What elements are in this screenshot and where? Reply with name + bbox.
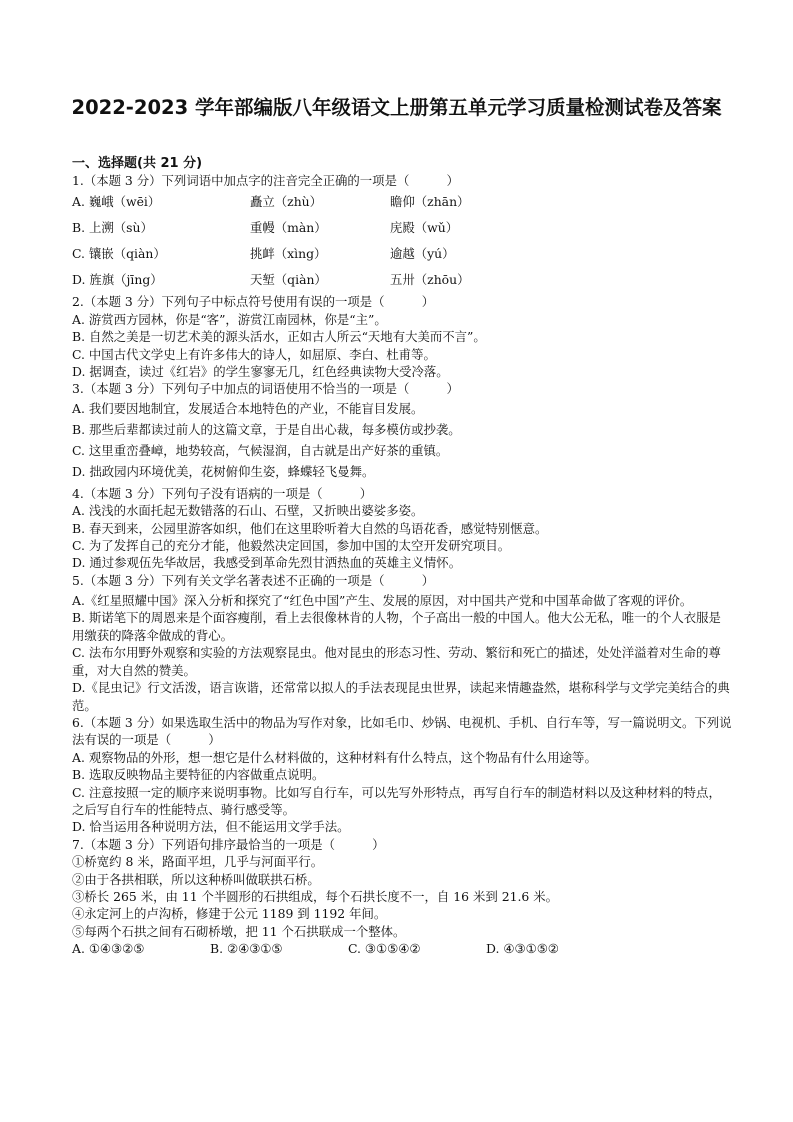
option-cell: 瞻仰（zhān） [390, 194, 470, 210]
question-2-option-c: C. 中国古代文学史上有许多伟大的诗人，如屈原、李白、杜甫等。 [72, 346, 436, 362]
question-1-option-row [72, 215, 732, 241]
question-5-option-a: A.《红星照耀中国》深入分析和探究了“红色中国”产生、发展的原因，对中国共产党和中国革命做了客观的评价。 [72, 593, 693, 609]
answer-option-a: A. ①④③②⑤ [72, 941, 145, 957]
question-3-option-d: D. 拙政园内环境优美，花树俯仰生姿，蜂蝶轻飞曼舞。 [72, 463, 375, 479]
answer-option-b: B. ②④③①⑤ [210, 941, 283, 957]
sentence-item: ②由于各拱相联，所以这种桥叫做联拱石桥。 [72, 871, 320, 887]
option-cell: 五卅（zhōu） [390, 272, 470, 288]
option-cell: 挑衅（xìng） [250, 246, 327, 262]
question-3-option-b: B. 那些后辈都读过前人的这篇文章，于是自出心裁，每多模仿或抄袭。 [72, 421, 461, 437]
option-cell: C. 镶嵌（qiàn） [72, 246, 166, 262]
question-4-option-d: D. 通过参观伍先华故居，我感受到革命先烈甘洒热血的英雄主义情怀。 [72, 555, 462, 571]
question-2-option-b: B. 自然之美是一切艺术美的源头活水，正如古人所云“天地有大美而不言”。 [72, 329, 486, 345]
question-1-option-row [72, 189, 732, 215]
question-6-option-b: B. 选取反映物品主要特征的内容做重点说明。 [72, 767, 325, 783]
sentence-item: ④永定河上的卢沟桥，修建于公元 1189 到 1192 年间。 [72, 906, 387, 922]
question-6-option-c: C. 注意按照一定的顺序来说明事物。比如写自行车，可以先写外形特点，再写自行车的制造材料以及这种材料的特点，之后写自行车的性能特点、骑行感受等。 [72, 784, 721, 817]
option-cell: A. 巍峨（wēi） [72, 194, 161, 210]
option-cell: 矗立（zhù） [250, 194, 323, 210]
question-2-option-a: A. 游赏西方园林，你是“客”，游赏江南园林，你是“主”。 [72, 311, 387, 327]
option-cell: 逾越（yú） [390, 246, 455, 262]
question-4-option-a: A. 浅浅的水面托起无数错落的石山、石壁，又折映出婆娑多姿。 [72, 503, 424, 519]
question-4-option-b: B. 春天到来，公园里游客如织，他们在这里聆听着大自然的鸟语花香，感觉特别惬意。 [72, 520, 548, 536]
sentence-item: ⑤每两个石拱之间有石砌桥墩，把 11 个石拱联成一个整体。 [72, 923, 406, 939]
question-6-option-a: A. 观察物品的外形，想一想它是什么材料做的，这种材料有什么特点，这个物品有什么用途等。 [72, 749, 597, 765]
question-1-option-row [72, 241, 732, 267]
question-5-stem: 5.（本题 3 分）下列有关文学名著表述不正确的一项是（ ） [72, 572, 435, 588]
option-cell: 天堑（qiàn） [250, 272, 327, 288]
question-5-option-b: B. 斯诺笔下的周恩来是个面容瘦削，看上去很像林肯的人物，个子高出一般的中国人。他大公无私，唯一的个人衣服是用缴获的降落伞做成的背心。 [72, 610, 721, 643]
option-cell: 庑殿（wǔ） [390, 220, 459, 236]
answer-option-d: D. ④③①⑤② [486, 941, 559, 957]
question-6-stem: 6.（本题 3 分）如果选取生活中的物品为写作对象，比如毛巾、炒锅、电视机、手机、自行车等，写一篇说明文。下列说法有误的一项是（ ） [72, 714, 732, 748]
sentence-item: ①桥宽约 8 米，路面平坦，几乎与河面平行。 [72, 854, 324, 870]
question-list [72, 172, 732, 957]
question-2-stem: 2.（本题 3 分）下列句子中标点符号使用有误的一项是（ ） [72, 294, 435, 310]
question-7-answers [72, 940, 732, 957]
question-1-option-row [72, 267, 732, 293]
question-5-option-d: D.《昆虫记》行文活泼，语言诙谐，还常常以拟人的手法表现昆虫世界，读起来情趣盎然，堪称科学与文学完美结合的典范。 [72, 680, 730, 713]
question-7-stem: 7.（本题 3 分）下列语句排序最恰当的一项是（ ） [72, 836, 385, 852]
answer-option-c: C. ③①⑤④② [348, 941, 421, 957]
question-5-option-c: C. 法布尔用野外观察和实验的方法观察昆虫。他对昆虫的形态习性、劳动、繁衍和死亡的描述，处处洋溢着对生命的尊重，对大自然的赞美。 [72, 645, 721, 678]
sentence-item: ③桥长 265 米，由 11 个半圆形的石拱组成，每个石拱长度不一，自 16 米到 21.6 米。 [72, 888, 558, 904]
question-3-option-c: C. 这里重峦叠嶂，地势较高，气候湿润，自古就是出产好茶的重镇。 [72, 442, 449, 458]
question-3-option-a: A. 我们要因地制宜，发展适合本地特色的产业，不能盲目发展。 [72, 400, 424, 416]
question-4-stem: 4.（本题 3 分）下列句子没有语病的一项是（ ） [72, 485, 373, 501]
question-4-option-c: C. 为了发挥自己的充分才能，他毅然决定回国，参加中国的太空开发研究项目。 [72, 537, 511, 553]
page-title: 2022-2023 学年部编版八年级语文上册第五单元学习质量检测试卷及答案 [71, 96, 722, 119]
question-6-option-d: D. 恰当运用各种说明方法，但不能运用文学手法。 [72, 819, 350, 835]
option-cell: D. 旌旗（jīng） [72, 272, 163, 288]
question-2-option-d: D. 据调查，读过《红岩》的学生寥寥无几，红色经典读物大受冷落。 [72, 363, 449, 379]
option-cell: B. 上溯（sù） [72, 220, 153, 236]
question-1-stem: 1.（本题 3 分）下列词语中加点字的注音完全正确的一项是（ ） [72, 173, 459, 188]
question-3-stem: 3.（本题 3 分）下列句子中加点的词语使用不恰当的一项是（ ） [72, 381, 459, 397]
section-heading: 一、选择题(共 21 分) [72, 156, 203, 171]
option-cell: 重幔（màn） [250, 220, 327, 236]
